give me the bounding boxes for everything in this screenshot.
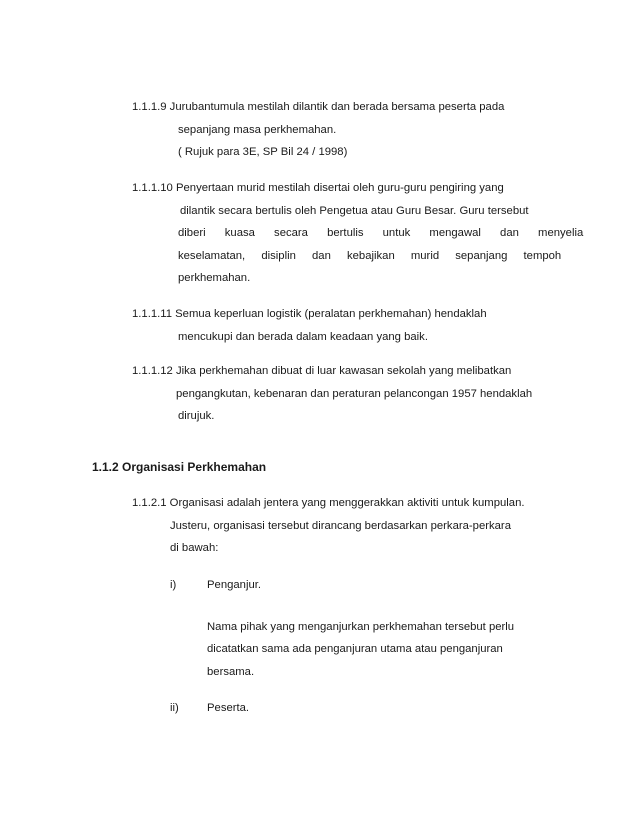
item-11110-line5: perkhemahan. bbox=[178, 272, 251, 284]
item-1121-line1: 1.1.2.1 Organisasi adalah jentera yang menggerakkan aktiviti untuk kumpulan. bbox=[132, 497, 525, 509]
item-1119-line3: ( Rujuk para 3E, SP Bil 24 / 1998) bbox=[178, 146, 348, 158]
item-11111-line2: mencukupi dan berada dalam keadaan yang baik. bbox=[178, 331, 428, 343]
list-item-marker: i) bbox=[170, 579, 177, 591]
item-1119-line1: 1.1.1.9 Jurubantumula mestilah dilantik dan berada bersama peserta pada bbox=[132, 101, 505, 113]
section-heading: 1.1.2 Organisasi Perkhemahan bbox=[92, 460, 267, 474]
item-11111-line1: 1.1.1.11 Semua keperluan logistik (peralatan perkhemahan) hendaklah bbox=[132, 308, 487, 320]
item-11112-line1: 1.1.1.12 Jika perkhemahan dibuat di luar kawasan sekolah yang melibatkan bbox=[132, 365, 512, 377]
item-1121-line3: di bawah: bbox=[170, 542, 219, 554]
item-11110-line2: dilantik secara bertulis oleh Pengetua atau Guru Besar. Guru tersebut bbox=[180, 205, 529, 217]
list-item-title: Peserta. bbox=[207, 702, 250, 714]
item-11110-line3: diberi kuasa secara bertulis untuk mengawal dan menyelia bbox=[178, 227, 584, 239]
list-item-title: Penganjur. bbox=[207, 579, 262, 591]
item-1121-line2: Justeru, organisasi tersebut dirancang berdasarkan perkara-perkara bbox=[170, 520, 511, 532]
list-item-desc-line2: dicatatkan sama ada penganjuran utama atau penganjuran bbox=[207, 643, 503, 655]
item-11110-line4: keselamatan, disiplin dan kebajikan murid sepanjang tempoh bbox=[178, 250, 562, 262]
item-11112-line2: pengangkutan, kebenaran dan peraturan pelancongan 1957 hendaklah bbox=[176, 388, 533, 400]
item-1119-line2: sepanjang masa perkhemahan. bbox=[178, 124, 337, 136]
item-11110-line1: 1.1.1.10 Penyertaan murid mestilah disertai oleh guru-guru pengiring yang bbox=[132, 182, 504, 194]
list-item-desc-line3: bersama. bbox=[207, 666, 255, 678]
list-item-desc-line1: Nama pihak yang menganjurkan perkhemahan tersebut perlu bbox=[207, 621, 515, 633]
list-item-marker: ii) bbox=[170, 702, 179, 714]
item-11112-line3: dirujuk. bbox=[178, 410, 215, 422]
